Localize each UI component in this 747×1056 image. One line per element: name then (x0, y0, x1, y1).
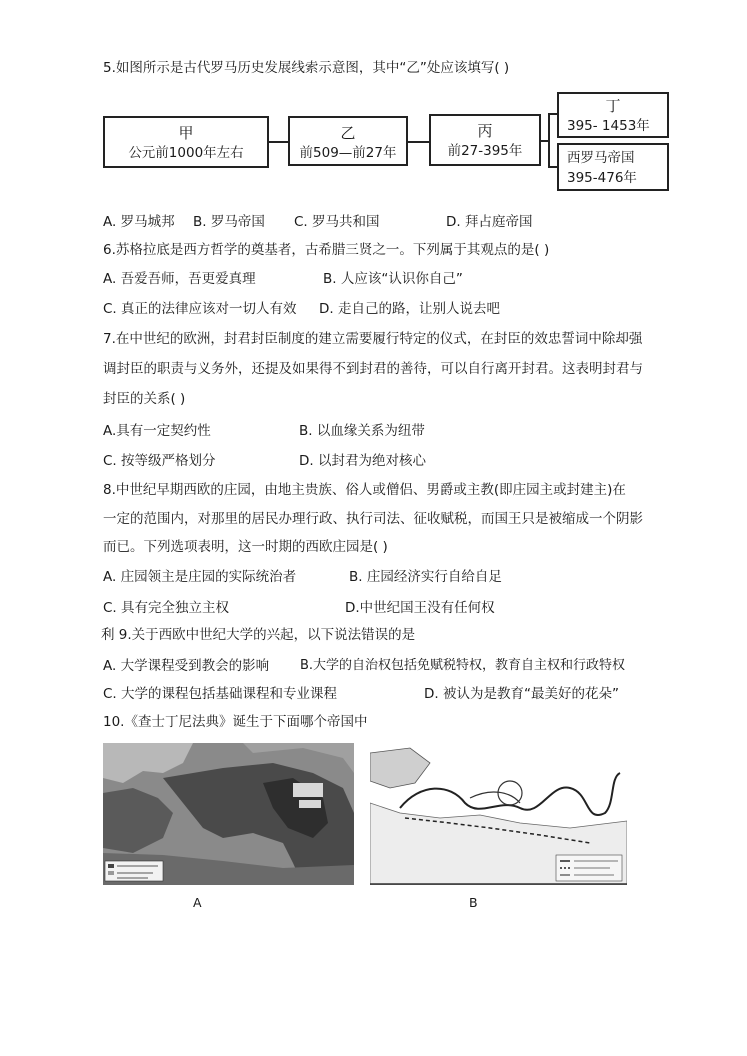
box-period: 395- 1453年 (567, 118, 650, 134)
box-period: 前509—前27年 (299, 145, 397, 161)
box-label: 西罗马帝国 (567, 150, 635, 166)
q7-option-b: B. 以血缘关系为纽带 (299, 423, 425, 439)
q8-stem-line-3: 而已。下列选项表明，这一时期的西欧庄园是( ) (103, 539, 388, 555)
q8-option-d: D.中世纪国王没有任何权 (345, 600, 495, 616)
box-label: 丁 (605, 97, 621, 115)
timeline-box-ding (557, 92, 669, 138)
q7-option-d: D. 以封君为绝对核心 (299, 453, 426, 469)
box-label: 乙 (340, 124, 356, 142)
q6-option-a: A. 吾爱吾师，吾更爱真理 (103, 271, 256, 287)
q5-option-c: C. 罗马共和国 (294, 214, 380, 230)
q7-option-a: A.具有一定契约性 (103, 423, 211, 439)
box-label: 丙 (477, 122, 493, 140)
q7-stem-line-3: 封臣的关系( ) (103, 391, 186, 407)
timeline-box-western-roman-empire (557, 143, 669, 191)
q6-option-d: D. 走自己的路，让别人说去吧 (319, 301, 500, 317)
timeline-box-yi (288, 116, 408, 166)
map-a-image (103, 743, 354, 885)
map-a-caption: A (193, 895, 202, 910)
q7-stem-line-1: 7.在中世纪的欧洲，封君封臣制度的建立需要履行特定的仪式，在封臣的效忠誓词中除却强 (103, 331, 643, 347)
q10-stem: 10.《查士丁尼法典》诞生于下面哪个帝国中 (103, 714, 368, 730)
map-b-drawing (370, 743, 627, 885)
q9-stem: 利 9.关于西欧中世纪大学的兴起，以下说法错误的是 (101, 627, 416, 643)
timeline-box-bing (429, 114, 541, 166)
q5-option-b: B. 罗马帝国 (193, 214, 265, 230)
box-period: 公元前1000年左右 (128, 145, 244, 161)
q7-option-c: C. 按等级严格划分 (103, 453, 216, 469)
q8-option-c: C. 具有完全独立主权 (103, 600, 230, 616)
box-period: 395-476年 (567, 170, 637, 186)
map-b-caption: B (469, 895, 478, 910)
q9-option-a: A. 大学课程受到教会的影响 (103, 658, 270, 674)
q8-stem-line-2: 一定的范围内，对那里的居民办理行政、执行司法、征收赋税，而国王只是被缩成一个阴影 (103, 511, 643, 527)
q8-stem-line-1: 8.中世纪早期西欧的庄园，由地主贵族、俗人或僧侣、男爵或主教(即庄园主或封建主)在 (103, 482, 626, 498)
q6-stem: 6.苏格拉底是西方哲学的奠基者，古希腊三贤之一。下列属于其观点的是( ) (103, 242, 550, 258)
connector-line (408, 141, 430, 143)
map-b-image (370, 743, 627, 885)
map-a-drawing (103, 743, 354, 885)
q9-option-c: C. 大学的课程包括基础课程和专业课程 (103, 686, 338, 702)
q5-option-a: A. 罗马城邦 (103, 214, 175, 230)
q5-stem: 5.如图所示是古代罗马历史发展线索示意图，其中“乙”处应该填写( ) (103, 60, 510, 76)
box-period: 前27-395年 (447, 143, 523, 159)
connector-line (548, 113, 550, 168)
q5-option-d: D. 拜占庭帝国 (446, 214, 533, 230)
q8-option-a: A. 庄园领主是庄园的实际统治者 (103, 569, 297, 585)
q7-stem-line-2: 调封臣的职责与义务外，还提及如果得不到封君的善待，可以自行离开封君。这表明封君与 (103, 361, 643, 377)
q6-option-c: C. 真正的法律应该对一切人有效 (103, 301, 297, 317)
q9-option-b: B.大学的自治权包括免赋税特权，教育自主权和行政特权 (300, 658, 626, 673)
connector-line (269, 141, 289, 143)
timeline-box-jia (103, 116, 269, 168)
q8-option-b: B. 庄园经济实行自给自足 (349, 569, 502, 585)
q9-option-d: D. 被认为是教育“最美好的花朵” (424, 686, 619, 702)
q6-option-b: B. 人应该“认识你自己” (323, 271, 463, 287)
box-label: 甲 (178, 124, 194, 142)
